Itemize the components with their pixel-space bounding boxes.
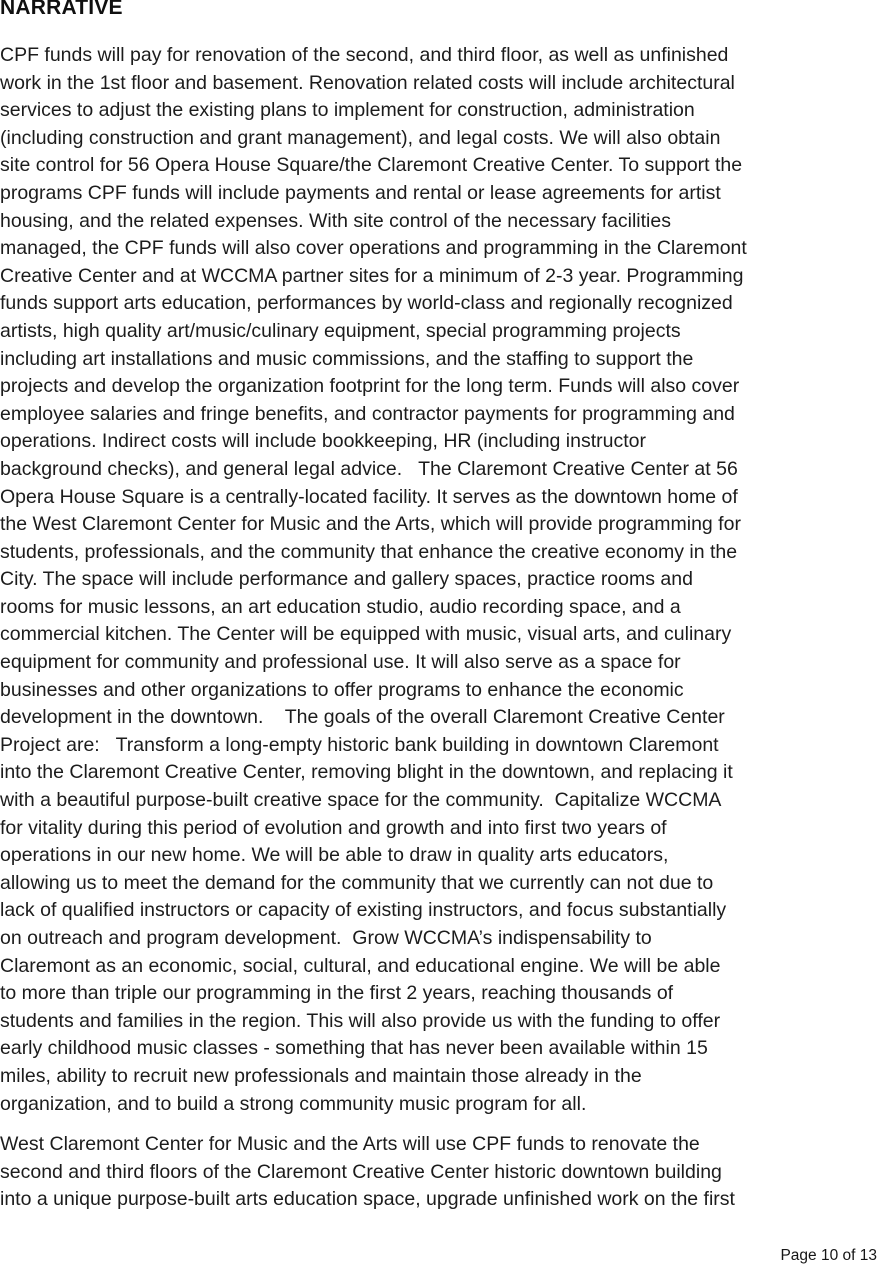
text-line: miles, ability to recruit new professionals and maintain those already in the [0,1064,642,1087]
text-line: allowing us to meet the demand for the community that we currently can not due to [0,871,714,894]
text-line: Opera House Square is a centrally-located facility. It serves as the downtown home of [0,485,738,508]
text-line: Creative Center and at WCCMA partner sites for a minimum of 2-3 year. Programming [0,264,744,287]
text-line: with a beautiful purpose-built creative space for the community. Capitalize WCCMA [0,789,722,812]
text-line: background checks), and general legal advice. The Claremont Creative Center at 56 [0,457,738,480]
text-line: operations. Indirect costs will include bookkeeping, HR (including instructor [0,430,646,453]
text-line: lack of qualified instructors or capacity of existing instructors, and focus substantially [0,899,727,922]
text-line: businesses and other organizations to offer programs to enhance the economic [0,678,684,701]
text-line: West Claremont Center for Music and the Arts will use CPF funds to renovate the [0,1133,700,1156]
text-line: on outreach and program development. Grow WCCMA’s indispensability to [0,927,652,949]
text-line: housing, and the related expenses. With site control of the necessary facilities [0,209,671,232]
text-line: commercial kitchen. The Center will be equipped with music, visual arts, and culinary [0,623,732,646]
paragraph [0,1131,880,1214]
document-body [0,42,880,1214]
page-number: Page 10 of 13 [780,1247,877,1264]
text-line: students, professionals, and the community that enhance the creative economy in the [0,540,738,563]
text-line: City. The space will include performance and gallery spaces, practice rooms and [0,568,693,591]
text-line: second and third floors of the Claremont Creative Center historic downtown building [0,1160,722,1183]
text-line: Claremont as an economic, social, cultural, and educational engine. We will be able [0,954,721,977]
text-line: Project are: Transform a long-empty historic bank building in downtown Claremont [0,733,719,756]
text-line: operations in our new home. We will be able to draw in quality arts educators, [0,844,669,867]
text-line: programs CPF funds will include payments and rental or lease agreements for artist [0,181,721,204]
text-line: to more than triple our programming in the first 2 years, reaching thousands of [0,982,674,1005]
text-line: the West Claremont Center for Music and the Arts, which will provide programming for [0,513,741,536]
text-line: organization, and to build a strong community music program for all. [0,1092,587,1115]
text-line: equipment for community and professional use. It will also serve as a space for [0,651,681,674]
text-line: students and families in the region. This will also provide us with the funding to offer [0,1009,721,1032]
text-line: for vitality during this period of evolution and growth and into first two years of [0,816,667,839]
text-line: work in the 1st floor and basement. Renovation related costs will include architectural [0,71,735,94]
text-line: into a unique purpose-built arts education space, upgrade unfinished work on the first [0,1188,735,1211]
text-line: projects and develop the organization footprint for the long term. Funds will also cover [0,375,740,398]
text-line: including art installations and music commissions, and the staffing to support the [0,347,694,370]
text-line: early childhood music classes - something that has never been available within 15 [0,1037,708,1060]
text-line: employee salaries and fringe benefits, and contractor payments for programming and [0,402,735,425]
text-line: managed, the CPF funds will also cover operations and programming in the Claremont [0,237,747,260]
text-line: (including construction and grant management), and legal costs. We will also obtain [0,126,721,149]
paragraph [0,42,880,1118]
text-line: site control for 56 Opera House Square/the Claremont Creative Center. To support the [0,154,743,177]
text-line: CPF funds will pay for renovation of the second, and third floor, as well as unfinished [0,44,729,66]
text-line: services to adjust the existing plans to implement for construction, administration [0,99,695,122]
text-line: artists, high quality art/music/culinary equipment, special programming projects [0,319,681,342]
text-line: funds support arts education, performances by world-class and regionally recognized [0,292,733,315]
text-line: rooms for music lessons, an art education studio, audio recording space, and a [0,595,681,618]
text-line: development in the downtown. The goals of the overall Claremont Creative Center [0,706,725,729]
text-line: into the Claremont Creative Center, removing blight in the downtown, and replacing it [0,761,733,784]
section-heading: NARRATIVE [0,0,123,19]
